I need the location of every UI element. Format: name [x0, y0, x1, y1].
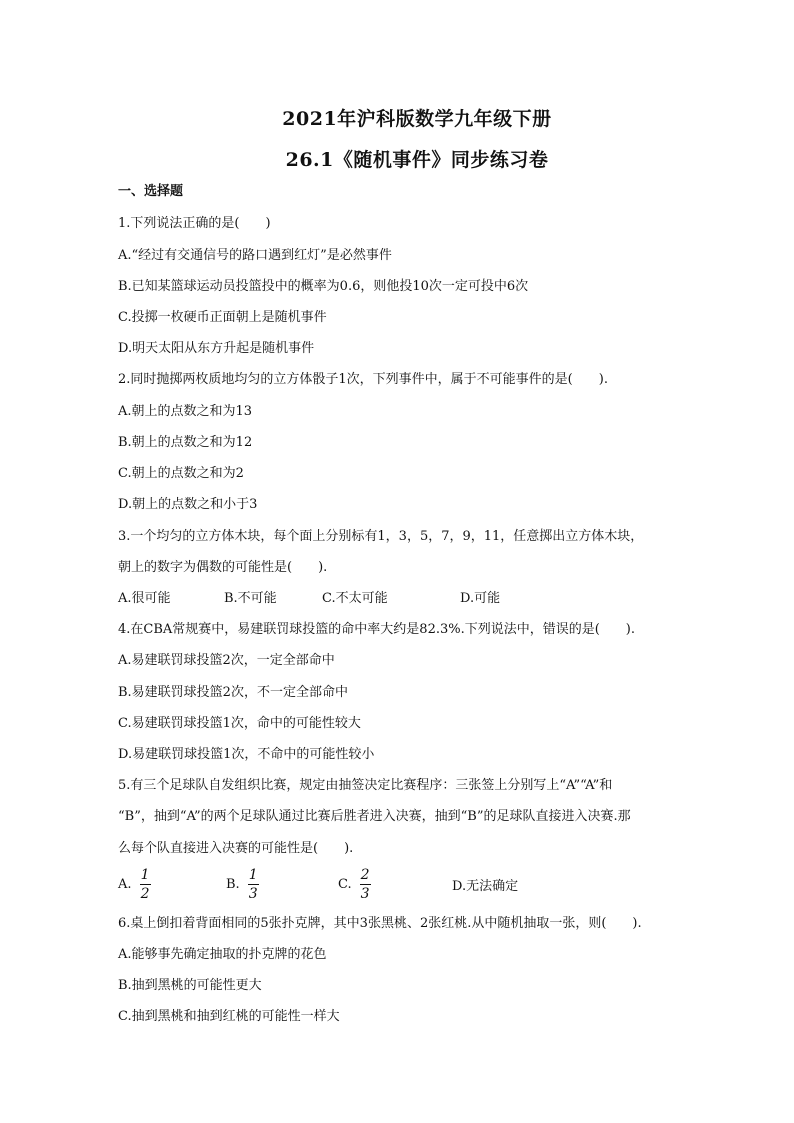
question-1-option-a: A.“经过有交通信号的路口遇到红灯”是必然事件 [118, 248, 392, 263]
question-1-option-b: B.已知某篮球运动员投篮投中的概率为0.6，则他投10次一定可投中6次 [118, 279, 529, 294]
question-2-option-c: C.朝上的点数之和为2 [118, 466, 244, 481]
fraction [248, 867, 259, 902]
fraction-bar [248, 884, 259, 885]
fraction-bar [140, 884, 151, 885]
fraction-numerator: 1 [140, 866, 150, 883]
question-3-option-a: A.很可能 [118, 591, 171, 606]
fraction-denominator: 2 [140, 885, 150, 902]
fraction-denominator: 3 [248, 885, 258, 902]
document-title: 2021年沪科版数学九年级下册 [282, 108, 552, 130]
question-5-option-a [118, 864, 151, 904]
question-4-option-d: D.易建联罚球投篮1次，不命中的可能性较小 [118, 747, 375, 762]
document-subtitle: 26.1《随机事件》同步练习卷 [285, 149, 549, 171]
question-3-stem-line-2: 朝上的数字为偶数的可能性是( ). [118, 560, 328, 575]
fraction [360, 867, 371, 902]
question-3-option-d: D.可能 [460, 591, 501, 606]
option-prefix: A. [118, 876, 132, 892]
question-3-option-b: B.不可能 [224, 591, 277, 606]
question-6-option-a: A.能够事先确定抽取的扑克牌的花色 [118, 947, 327, 962]
question-1-stem: 1.下列说法正确的是( ) [118, 216, 271, 231]
question-2-option-a: A.朝上的点数之和为13 [118, 404, 253, 419]
section-heading: 一、选择题 [118, 184, 184, 199]
question-5-stem-line-3: 么每个队直接进入决赛的可能性是( ). [118, 841, 354, 856]
question-5-stem-line-1: 5.有三个足球队自发组织比赛，规定由抽签决定比赛程序：三张签上分别写上“A”“A”和 [118, 778, 613, 793]
fraction-numerator: 1 [248, 866, 258, 883]
question-2-option-b: B.朝上的点数之和为12 [118, 435, 253, 450]
question-3-option-c: C.不太可能 [322, 591, 388, 606]
question-4-option-a: A.易建联罚球投篮2次，一定全部命中 [118, 653, 335, 668]
question-3-stem-line-1: 3.一个均匀的立方体木块，每个面上分别标有1，3，5，7，9，11，任意掷出立方体木块， [118, 529, 644, 544]
fraction-numerator: 2 [360, 866, 370, 883]
question-5-option-d [452, 864, 518, 904]
fraction [140, 867, 151, 902]
question-5-option-b [226, 864, 259, 904]
question-6-option-b: B.抽到黑桃的可能性更大 [118, 978, 262, 993]
question-1-option-d: D.明天太阳从东方升起是随机事件 [118, 341, 315, 356]
question-1-option-c: C.投掷一枚硬币正面朝上是随机事件 [118, 310, 327, 325]
question-5-option-c [338, 864, 371, 904]
question-4-option-c: C.易建联罚球投篮1次，命中的可能性较大 [118, 716, 361, 731]
fraction-bar [360, 884, 371, 885]
fraction-denominator: 3 [360, 885, 370, 902]
question-6-option-c: C.抽到黑桃和抽到红桃的可能性一样大 [118, 1009, 340, 1024]
question-2-stem: 2.同时抛掷两枚质地均匀的立方体骰子1次，下列事件中，属于不可能事件的是( ). [118, 372, 608, 387]
question-4-stem: 4.在CBA常规赛中，易建联罚球投篮的命中率大约是82.3%.下列说法中，错误的是( ). [118, 622, 635, 637]
question-4-option-b: B.易建联罚球投篮2次，不一定全部命中 [118, 685, 348, 700]
question-5-stem-line-2: “B”，抽到“A”的两个足球队通过比赛后胜者进入决赛，抽到“B”的足球队直接进入决赛.那 [118, 809, 631, 824]
option-prefix: C. [338, 876, 352, 892]
option-prefix: B. [226, 876, 240, 892]
question-2-option-d: D.朝上的点数之和小于3 [118, 497, 258, 512]
question-6-stem: 6.桌上倒扣着背面相同的5张扑克牌，其中3张黑桃、2张红桃.从中随机抽取一张，则( ). [118, 916, 642, 931]
option-text: D.无法确定 [452, 878, 519, 894]
